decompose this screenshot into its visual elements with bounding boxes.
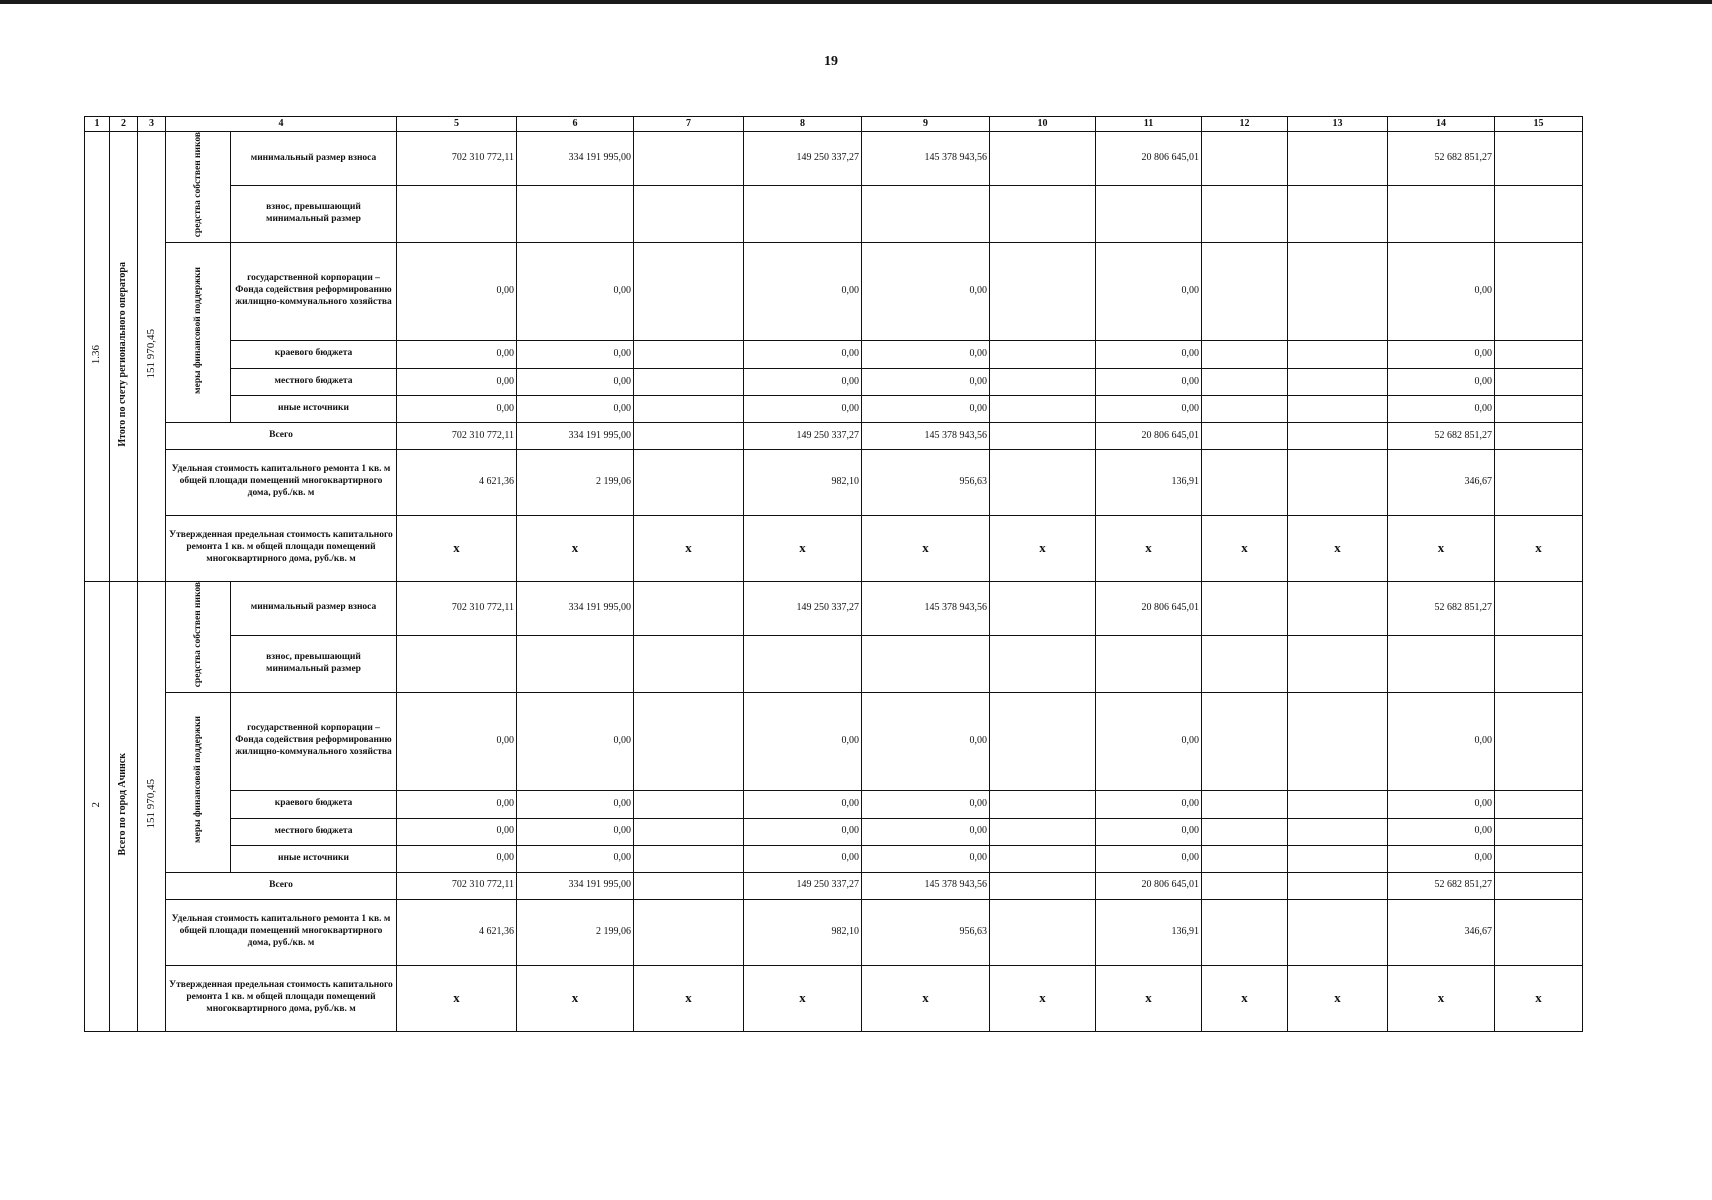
value-cell [1096,186,1202,243]
value-cell: 149 250 337,27 [744,422,862,449]
table-row [85,340,1583,368]
table-row [85,790,1583,818]
financial-support-group [166,242,231,422]
value-cell [990,845,1096,872]
page-number: 19 [824,54,838,69]
value-cell: 334 191 995,00 [517,422,634,449]
value-cell [1202,132,1288,186]
value-cell [634,692,744,790]
value-cell: 0,00 [397,368,517,395]
value-cell: 702 310 772,11 [397,581,517,635]
row-label: Утвержденная предельная стоимость капитального ремонта 1 кв. м общей площади помещений многоквартирного дома, руб./кв. м [166,965,397,1031]
table-row [85,581,1583,635]
value-cell [1495,132,1583,186]
value-cell: 0,00 [1388,395,1495,422]
value-cell [1288,132,1388,186]
owners-funds-group [166,132,231,243]
value-cell: x [862,965,990,1031]
value-cell [1388,186,1495,243]
value-cell [1202,692,1288,790]
value-cell: 136,91 [1096,449,1202,515]
value-cell [517,186,634,243]
value-cell [862,635,990,692]
row-label: Удельная стоимость капитального ремонта 1 кв. м общей площади помещений многоквартирного дома, руб./кв. м [166,449,397,515]
value-cell: 334 191 995,00 [517,132,634,186]
value-cell [990,242,1096,340]
value-cell [990,790,1096,818]
value-cell: 956,63 [862,899,990,965]
value-cell: 0,00 [862,818,990,845]
vertical-label: средства собствен ников [192,581,203,688]
value-cell: x [1288,515,1388,581]
value-cell: 0,00 [517,692,634,790]
value-cell: 0,00 [744,818,862,845]
value-cell: 0,00 [1096,845,1202,872]
table-row [85,368,1583,395]
value-cell [1202,845,1288,872]
table-row [85,872,1583,899]
value-cell: x [397,515,517,581]
value-cell [634,395,744,422]
value-cell [1288,242,1388,340]
value-cell: 2 199,06 [517,899,634,965]
value-cell [517,635,634,692]
table-row [85,635,1583,692]
owners-funds-group [166,581,231,692]
column-number: 15 [1495,117,1583,132]
value-cell: 702 310 772,11 [397,872,517,899]
value-cell: 0,00 [744,395,862,422]
value-cell [990,395,1096,422]
value-cell: 0,00 [1096,368,1202,395]
value-cell: 20 806 645,01 [1096,132,1202,186]
value-cell [634,790,744,818]
row-label: государственной корпорации – Фонда содействия реформированию жилищно-коммунального хозяйства [231,692,397,790]
value-cell: 0,00 [1096,395,1202,422]
row-label: минимальный размер взноса [231,581,397,635]
value-cell [634,581,744,635]
column-number: 12 [1202,117,1288,132]
value-cell: 0,00 [862,368,990,395]
value-cell [1288,692,1388,790]
value-cell: 52 682 851,27 [1388,132,1495,186]
value-cell: 149 250 337,27 [744,581,862,635]
value-cell [990,818,1096,845]
column-number: 11 [1096,117,1202,132]
value-cell [634,186,744,243]
value-cell: 0,00 [397,845,517,872]
value-cell: 0,00 [862,790,990,818]
value-cell: x [634,965,744,1031]
value-cell [1388,635,1495,692]
value-cell [1202,635,1288,692]
value-cell [1288,872,1388,899]
value-cell: 145 378 943,56 [862,132,990,186]
table-row [85,242,1583,340]
value-cell [1495,581,1583,635]
vertical-label: меры финансовой поддержки [192,716,203,844]
value-cell: 0,00 [862,692,990,790]
table-row [85,899,1583,965]
value-cell [634,899,744,965]
value-cell [1495,845,1583,872]
value-cell: 145 378 943,56 [862,581,990,635]
value-cell: 0,00 [744,845,862,872]
value-cell [634,132,744,186]
value-cell: 145 378 943,56 [862,422,990,449]
column-number: 1 [85,117,110,132]
value-cell: 0,00 [517,845,634,872]
value-cell [1202,818,1288,845]
value-cell: 0,00 [1388,692,1495,790]
section-name [110,132,138,582]
value-cell: 0,00 [517,242,634,340]
value-cell: 0,00 [1096,692,1202,790]
value-cell [1288,899,1388,965]
row-label: взнос, превышающий минимальный размер [231,635,397,692]
table-row [85,818,1583,845]
value-cell: 334 191 995,00 [517,872,634,899]
row-label: краевого бюджета [231,790,397,818]
vertical-label: 151 970,45 [144,779,157,829]
value-cell: 20 806 645,01 [1096,422,1202,449]
section-number [85,581,110,1031]
value-cell: 982,10 [744,449,862,515]
value-cell [1288,635,1388,692]
value-cell: 0,00 [744,242,862,340]
column-number: 5 [397,117,517,132]
value-cell [1288,581,1388,635]
value-cell: x [517,965,634,1031]
value-cell: 52 682 851,27 [1388,422,1495,449]
value-cell: 52 682 851,27 [1388,581,1495,635]
value-cell [1495,368,1583,395]
value-cell [1495,242,1583,340]
value-cell: x [1388,515,1495,581]
value-cell [744,186,862,243]
column-number: 4 [166,117,397,132]
row-label: Утвержденная предельная стоимость капитального ремонта 1 кв. м общей площади помещений многоквартирного дома, руб./кв. м [166,515,397,581]
value-cell [1288,186,1388,243]
value-cell: x [1202,515,1288,581]
value-cell: x [1202,965,1288,1031]
value-cell: 0,00 [397,340,517,368]
vertical-label: Итого по счету регионального оператора [117,261,129,447]
value-cell [1288,340,1388,368]
value-cell: x [862,515,990,581]
row-label: иные источники [231,395,397,422]
row-label: краевого бюджета [231,340,397,368]
header-row [85,117,1583,132]
value-cell: 0,00 [744,368,862,395]
value-cell: 0,00 [1388,845,1495,872]
column-number: 7 [634,117,744,132]
value-cell: x [1495,965,1583,1031]
value-cell: 0,00 [517,368,634,395]
value-cell [1495,899,1583,965]
value-cell [990,872,1096,899]
value-cell: 0,00 [862,242,990,340]
value-cell: 0,00 [517,818,634,845]
scan-top-edge [0,0,1712,4]
table-row [85,395,1583,422]
value-cell: 0,00 [1388,368,1495,395]
value-cell: 0,00 [744,692,862,790]
value-cell [1288,818,1388,845]
value-cell: x [1495,515,1583,581]
value-cell [1288,395,1388,422]
value-cell [862,186,990,243]
row-label: минимальный размер взноса [231,132,397,186]
value-cell: 0,00 [1388,790,1495,818]
value-cell: x [517,515,634,581]
vertical-label: 1.36 [90,344,103,364]
row-label: государственной корпорации – Фонда содействия реформированию жилищно-коммунального хозяйства [231,242,397,340]
vertical-label: 2 [90,802,103,808]
row-label: местного бюджета [231,368,397,395]
capital-repair-table [84,116,1583,1032]
value-cell [1288,845,1388,872]
value-cell: 0,00 [1388,242,1495,340]
value-cell: x [634,515,744,581]
value-cell [990,449,1096,515]
total-area [138,132,166,582]
value-cell: 0,00 [397,395,517,422]
value-cell: 346,67 [1388,899,1495,965]
value-cell: 956,63 [862,449,990,515]
value-cell [634,422,744,449]
value-cell: 20 806 645,01 [1096,581,1202,635]
value-cell [1202,581,1288,635]
value-cell [634,449,744,515]
value-cell [1202,422,1288,449]
value-cell: 702 310 772,11 [397,132,517,186]
value-cell [990,340,1096,368]
value-cell [1288,422,1388,449]
value-cell: 136,91 [1096,899,1202,965]
value-cell: 0,00 [517,790,634,818]
value-cell: x [744,515,862,581]
value-cell [1495,790,1583,818]
value-cell: 346,67 [1388,449,1495,515]
table-row [85,422,1583,449]
vertical-label: Всего по город Ачинск [117,752,129,856]
value-cell [1202,449,1288,515]
value-cell: 0,00 [1388,340,1495,368]
value-cell [1495,635,1583,692]
value-cell: x [397,965,517,1031]
value-cell [634,872,744,899]
column-number: 9 [862,117,990,132]
value-cell: 0,00 [744,340,862,368]
value-cell: 2 199,06 [517,449,634,515]
value-cell: 0,00 [517,340,634,368]
value-cell: x [990,515,1096,581]
value-cell: x [744,965,862,1031]
value-cell [1495,340,1583,368]
value-cell [1495,872,1583,899]
row-label: местного бюджета [231,818,397,845]
value-cell [1202,395,1288,422]
value-cell: 0,00 [397,242,517,340]
value-cell [990,368,1096,395]
value-cell: 702 310 772,11 [397,422,517,449]
value-cell [1202,340,1288,368]
value-cell [1202,899,1288,965]
value-cell [1096,635,1202,692]
value-cell [990,422,1096,449]
table-row [85,132,1583,186]
financial-support-group [166,692,231,872]
value-cell [1202,242,1288,340]
column-number: 14 [1388,117,1495,132]
table-row [85,845,1583,872]
table-row [85,965,1583,1031]
table-row [85,449,1583,515]
value-cell [634,368,744,395]
value-cell: x [1096,515,1202,581]
value-cell: 334 191 995,00 [517,581,634,635]
table-row [85,186,1583,243]
value-cell: x [1288,965,1388,1031]
value-cell: 52 682 851,27 [1388,872,1495,899]
value-cell: 149 250 337,27 [744,132,862,186]
value-cell [1202,872,1288,899]
value-cell [634,818,744,845]
value-cell: 0,00 [1096,818,1202,845]
value-cell [990,186,1096,243]
value-cell: 0,00 [517,395,634,422]
value-cell: 0,00 [397,818,517,845]
value-cell [634,845,744,872]
total-area [138,581,166,1031]
value-cell: 0,00 [862,845,990,872]
vertical-label: меры финансовой поддержки [192,266,203,394]
value-cell [1202,186,1288,243]
value-cell: x [990,965,1096,1031]
value-cell: 0,00 [1096,340,1202,368]
value-cell [1495,186,1583,243]
section-number [85,132,110,582]
value-cell: x [1096,965,1202,1031]
value-cell [1495,818,1583,845]
value-cell: 0,00 [1388,818,1495,845]
value-cell [1495,395,1583,422]
vertical-label: средства собствен ников [192,132,203,238]
column-number: 2 [110,117,138,132]
row-label: иные источники [231,845,397,872]
column-number: 10 [990,117,1096,132]
value-cell [1288,449,1388,515]
value-cell [1288,368,1388,395]
vertical-label: 151 970,45 [144,329,157,379]
value-cell [634,635,744,692]
value-cell [634,340,744,368]
value-cell: 0,00 [862,395,990,422]
row-label: Всего [166,422,397,449]
value-cell [990,899,1096,965]
column-number: 13 [1288,117,1388,132]
value-cell [634,242,744,340]
value-cell [397,635,517,692]
column-number: 6 [517,117,634,132]
section-name [110,581,138,1031]
value-cell: 4 621,36 [397,899,517,965]
row-label: Удельная стоимость капитального ремонта 1 кв. м общей площади помещений многоквартирного дома, руб./кв. м [166,899,397,965]
value-cell: x [1388,965,1495,1031]
value-cell [990,692,1096,790]
value-cell [990,635,1096,692]
value-cell: 4 621,36 [397,449,517,515]
row-label: взнос, превышающий минимальный размер [231,186,397,243]
value-cell [1202,368,1288,395]
value-cell [1288,790,1388,818]
row-label: Всего [166,872,397,899]
value-cell [397,186,517,243]
value-cell [1495,422,1583,449]
table-row [85,515,1583,581]
value-cell: 20 806 645,01 [1096,872,1202,899]
value-cell: 0,00 [1096,790,1202,818]
value-cell: 0,00 [1096,242,1202,340]
value-cell: 145 378 943,56 [862,872,990,899]
value-cell [990,132,1096,186]
value-cell: 0,00 [862,340,990,368]
value-cell [744,635,862,692]
value-cell [1495,692,1583,790]
value-cell: 0,00 [397,692,517,790]
value-cell: 0,00 [397,790,517,818]
value-cell [1495,449,1583,515]
value-cell: 149 250 337,27 [744,872,862,899]
table-row [85,692,1583,790]
value-cell: 982,10 [744,899,862,965]
value-cell: 0,00 [744,790,862,818]
column-number: 8 [744,117,862,132]
value-cell [1202,790,1288,818]
value-cell [990,581,1096,635]
column-number: 3 [138,117,166,132]
